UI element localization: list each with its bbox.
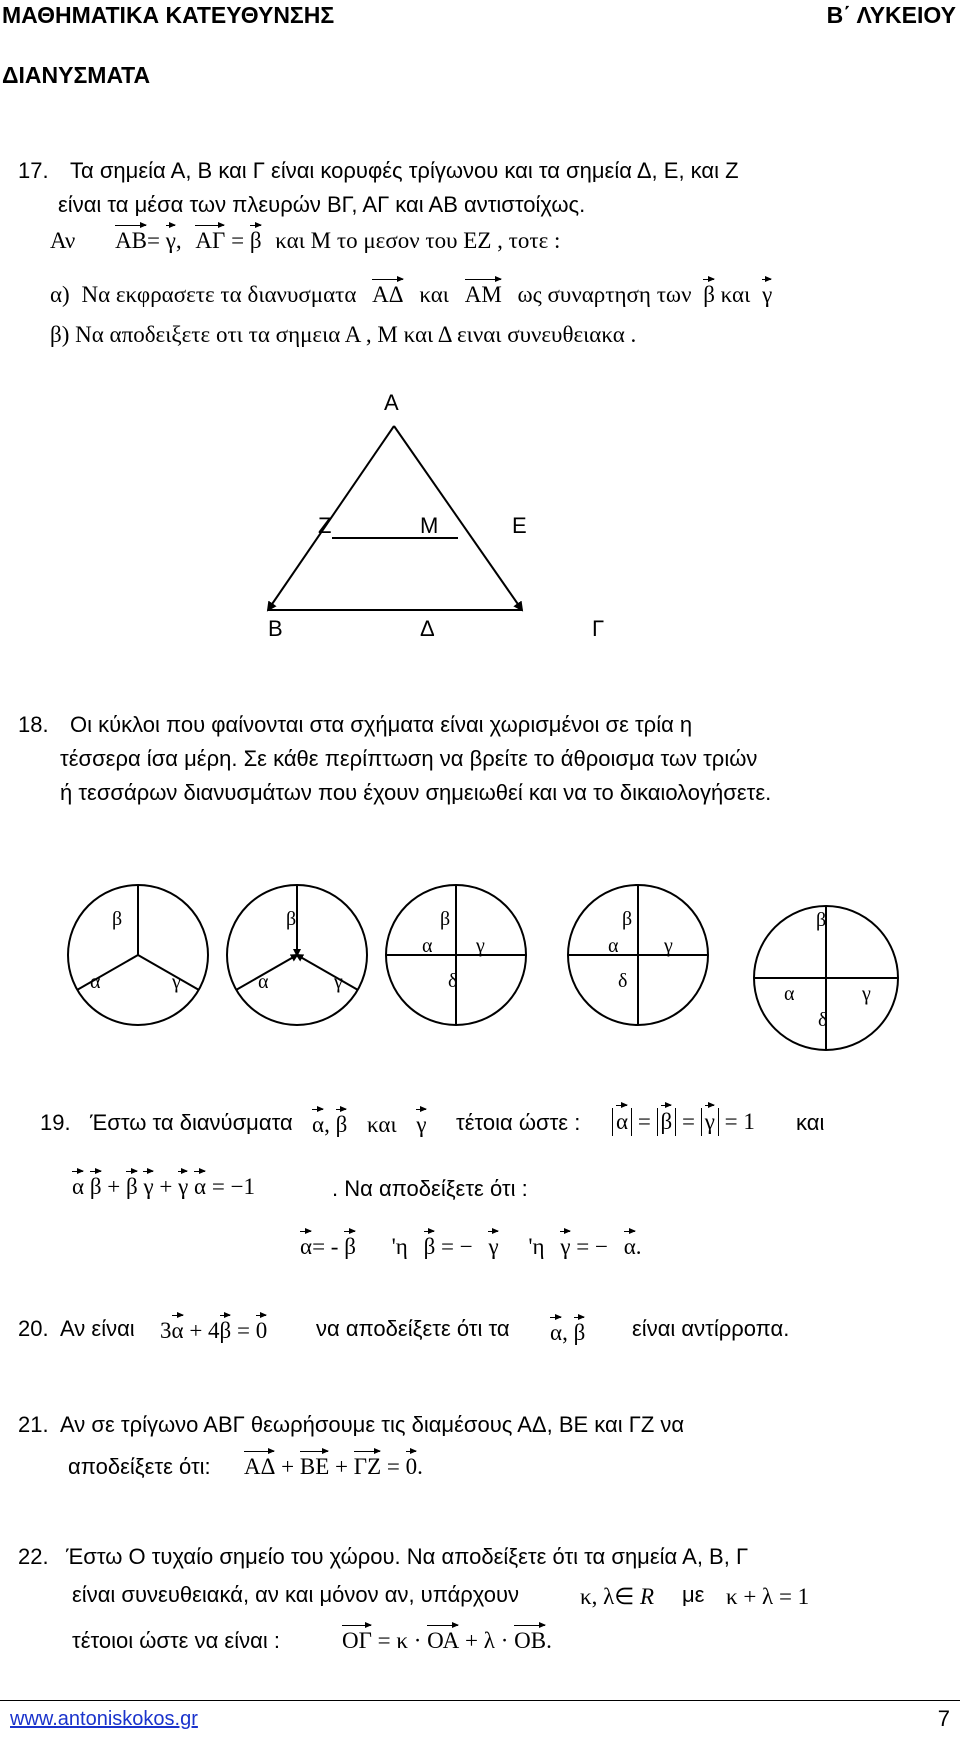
circle-1-radius-gamma: [138, 955, 199, 990]
vector-be: ΒΕ: [299, 1454, 330, 1479]
comma: ,: [562, 1320, 568, 1345]
plus: +: [107, 1174, 121, 1199]
problem-20-intro: Αν είναι: [60, 1316, 135, 1341]
vector-alpha: α: [300, 1234, 313, 1259]
label-E: Ε: [512, 513, 527, 538]
vector-gamma: γ: [165, 228, 176, 253]
equals-minus: = −: [576, 1234, 608, 1259]
footer-link[interactable]: www.antoniskokos.gr: [10, 1708, 198, 1730]
page-number: 7: [937, 1706, 950, 1731]
dot-operator: ·: [500, 1628, 509, 1653]
side-ag: [394, 426, 522, 610]
norm-alpha: α: [616, 1109, 629, 1134]
equals: =: [724, 1109, 738, 1134]
equals-minus: = −: [441, 1234, 473, 1259]
vector-gamma: γ: [178, 1174, 189, 1199]
problem-18-line1: Οι κύκλοι που φαίνονται στα σχήματα είναι χωρισμένοι σε τρία η: [70, 712, 693, 737]
vector-og: ΟΓ: [342, 1628, 372, 1653]
plus: +: [159, 1174, 173, 1199]
c4-label-beta: β: [622, 908, 633, 930]
text-or: 'η: [528, 1234, 545, 1259]
c4-label-gamma: γ: [664, 935, 673, 957]
label-beta: β): [50, 322, 70, 347]
text-or: 'η: [391, 1234, 408, 1259]
label-G: Γ: [592, 616, 605, 641]
problem-22-condition: [580, 1584, 654, 1610]
vector-alpha: α: [72, 1174, 85, 1199]
vector-ab: ΑΒ: [115, 228, 148, 253]
vector-gamma: γ: [762, 282, 773, 307]
problem-22-line1: Έστω Ο τυχαίο σημείο του χώρου. Να αποδείξετε ότι τα σημεία Α, Β, Γ: [66, 1544, 749, 1569]
c5-label-alpha: α: [784, 983, 795, 1005]
vector-beta: β: [219, 1318, 232, 1343]
text-kai: και: [796, 1110, 825, 1135]
footer-divider: [0, 1700, 960, 1701]
zero-vector: 0: [405, 1454, 418, 1479]
equals: =: [147, 228, 160, 253]
problem-19-intro: Έστω τα διανύσματα: [90, 1110, 293, 1135]
label-Z: Ζ: [318, 513, 332, 538]
text-kai: και: [720, 282, 751, 307]
label-B: Β: [268, 616, 283, 641]
vector-ad: ΑΔ: [244, 1454, 276, 1479]
problem-22-line3: τέτοιοι ώστε να είναι :: [72, 1628, 280, 1653]
label-alpha: α): [50, 282, 70, 307]
equals-minus: = -: [312, 1234, 339, 1259]
c3-label-beta: β: [440, 908, 451, 930]
circle-2-vector-gamma: [297, 955, 358, 990]
problem-17-line1: Τα σημεία Α, Β και Γ είναι κορυφές τρίγωνου και τα σημεία Δ, Ε, και Ζ: [70, 158, 739, 183]
text-rest: και Μ το μεσον του ΕΖ , τοτε :: [275, 228, 561, 253]
kappa-plus-lambda: κ + λ = 1: [726, 1584, 810, 1609]
kappa-lambda: κ, λ: [580, 1584, 615, 1609]
vector-alpha: α: [194, 1174, 207, 1199]
problem-19-sum: [72, 1174, 255, 1200]
label-A: Α: [384, 390, 399, 415]
vector-alpha: α: [312, 1112, 325, 1137]
coef-3: 3: [160, 1318, 172, 1343]
problem-19-norms: [612, 1108, 755, 1136]
problem-17-line5: [50, 322, 636, 348]
equals: =: [637, 1109, 651, 1134]
vector-alpha: α: [623, 1234, 636, 1259]
text-kai: και: [419, 282, 449, 307]
vector-beta: β: [703, 282, 715, 307]
c2-label-alpha: α: [258, 971, 269, 993]
plus: +: [189, 1318, 203, 1343]
element-of: ∈: [614, 1584, 635, 1609]
problem-19-number: 19.: [40, 1110, 71, 1135]
c3-label-gamma: γ: [476, 935, 485, 957]
coef-4: 4: [208, 1318, 220, 1343]
vector-alpha: α: [171, 1318, 184, 1343]
period: .: [546, 1628, 552, 1653]
problem-21-equation: [244, 1454, 423, 1480]
problem-22-number: 22.: [18, 1544, 49, 1569]
vector-gamma: γ: [416, 1112, 427, 1137]
problem-21-text: αποδείξετε ότι:: [68, 1454, 211, 1479]
problem-21-line1: Αν σε τρίγωνο ΑΒΓ θεωρήσουμε τις διαμέσους ΑΔ, ΒΕ και ΓΖ να: [60, 1412, 685, 1437]
equals-minus-one: = −1: [211, 1174, 256, 1199]
problem-19-prove: . Να αποδείξετε ότι :: [332, 1176, 528, 1201]
c2-label-gamma: γ: [334, 971, 343, 993]
vector-beta: β: [344, 1234, 356, 1259]
problem-19-condition: τέτοια ώστε :: [456, 1110, 581, 1135]
problem-20-number: 20.: [18, 1316, 49, 1341]
problem-17-line4: [50, 282, 772, 308]
vector-beta: β: [335, 1112, 348, 1137]
vector-ad: ΑΔ: [372, 282, 404, 307]
text: ως συναρτηση των: [517, 282, 692, 307]
lambda: λ: [483, 1628, 495, 1653]
c5-label-beta: β: [816, 909, 827, 931]
c1-label-gamma: γ: [172, 971, 181, 993]
problem-17-line3: [50, 228, 560, 254]
problem-19-vectors: [312, 1112, 427, 1138]
vector-ag: ΑΓ: [195, 228, 226, 253]
vector-beta: β: [423, 1234, 436, 1259]
vector-beta: β: [249, 228, 262, 253]
c3-label-alpha: α: [422, 935, 433, 957]
plus: +: [281, 1454, 295, 1479]
period: .: [635, 1234, 642, 1259]
vector-gz: ΓΖ: [353, 1454, 382, 1479]
problem-21-number: 21.: [18, 1412, 49, 1437]
label-D: Δ: [420, 616, 435, 641]
text-me: με: [682, 1582, 705, 1607]
vector-beta: β: [573, 1320, 586, 1345]
problem-22-equation: [342, 1628, 552, 1654]
problem-20-end: είναι αντίρροπα.: [632, 1316, 790, 1341]
equals: =: [231, 228, 245, 253]
vector-ob: ΟΒ: [514, 1628, 547, 1653]
vector-beta: β: [89, 1174, 102, 1199]
text-an: Αν: [50, 228, 76, 253]
problem-18-number: 18.: [18, 712, 49, 737]
problem-17-number: 17.: [18, 158, 49, 183]
text-kai: και: [367, 1112, 397, 1137]
c5-label-delta: δ: [818, 1009, 828, 1031]
problem-22-line2: είναι συνευθειακά, αν και μόνον αν, υπάρχουν: [72, 1582, 520, 1607]
c1-label-beta: β: [112, 908, 123, 930]
problem-20-vectors: [550, 1320, 585, 1346]
header-right: Β΄ ΛΥΚΕΙΟΥ: [826, 2, 956, 28]
c4-label-delta: δ: [618, 970, 628, 992]
kappa: κ: [396, 1628, 408, 1653]
circles-figure: [0, 880, 960, 1080]
vector-gamma: γ: [488, 1234, 499, 1259]
c5-label-gamma: γ: [862, 983, 871, 1005]
problem-20-equation: [160, 1318, 267, 1344]
norm-gamma: γ: [704, 1109, 715, 1134]
vector-oa: ΟΑ: [427, 1628, 460, 1653]
header-left: ΜΑΘΗΜΑΤΙΚΑ ΚΑΤΕΥΘΥΝΣΗΣ: [2, 2, 335, 28]
vector-gamma: γ: [560, 1234, 571, 1259]
plus: +: [465, 1628, 479, 1653]
vector-am: ΑΜ: [464, 282, 502, 307]
dot-operator: ·: [413, 1628, 422, 1653]
one: 1: [743, 1109, 755, 1134]
vector-beta: β: [126, 1174, 138, 1199]
text: Να εκφρασετε τα διανυσματα: [81, 282, 357, 307]
problem-20-text: να αποδείξετε ότι τα: [316, 1316, 510, 1341]
problem-18-line2: τέσσερα ίσα μέρη. Σε κάθε περίπτωση να βρείτε το άθροισμα των τριών: [60, 746, 758, 771]
vector-gamma: γ: [143, 1174, 154, 1199]
problem-19-conclusion: [300, 1234, 642, 1260]
equals: =: [386, 1454, 400, 1479]
real-numbers: R: [640, 1584, 655, 1609]
equals: =: [377, 1628, 391, 1653]
plus: +: [335, 1454, 349, 1479]
c2-label-beta: β: [286, 908, 297, 930]
c4-label-alpha: α: [608, 935, 619, 957]
period: .: [417, 1454, 423, 1479]
circle-1-radius-alpha: [77, 955, 138, 990]
equals: =: [682, 1109, 695, 1134]
label-M: Μ: [420, 513, 439, 538]
problem-18-line3: ή τεσσάρων διανυσμάτων που έχουν σημειωθεί και να το δικαιολογήσετε.: [60, 780, 772, 805]
c3-label-delta: δ: [448, 970, 458, 992]
zero-vector: 0: [255, 1318, 268, 1343]
c1-label-alpha: α: [90, 971, 101, 993]
comma: ,: [175, 228, 182, 253]
text: Να αποδειξετε οτι τα σημεια Α , Μ και Δ ειναι συνευθειακα .: [75, 322, 637, 347]
equals: =: [237, 1318, 250, 1343]
vector-alpha: α: [550, 1320, 563, 1345]
triangle-figure: [260, 380, 640, 660]
comma: ,: [324, 1112, 330, 1137]
section-title: ΔΙΑΝΥΣΜΑΤΑ: [2, 62, 151, 88]
problem-17-line2: είναι τα μέσα των πλευρών ΒΓ, ΑΓ και ΑΒ αντιστοίχως.: [58, 192, 586, 217]
norm-beta: β: [660, 1109, 673, 1134]
